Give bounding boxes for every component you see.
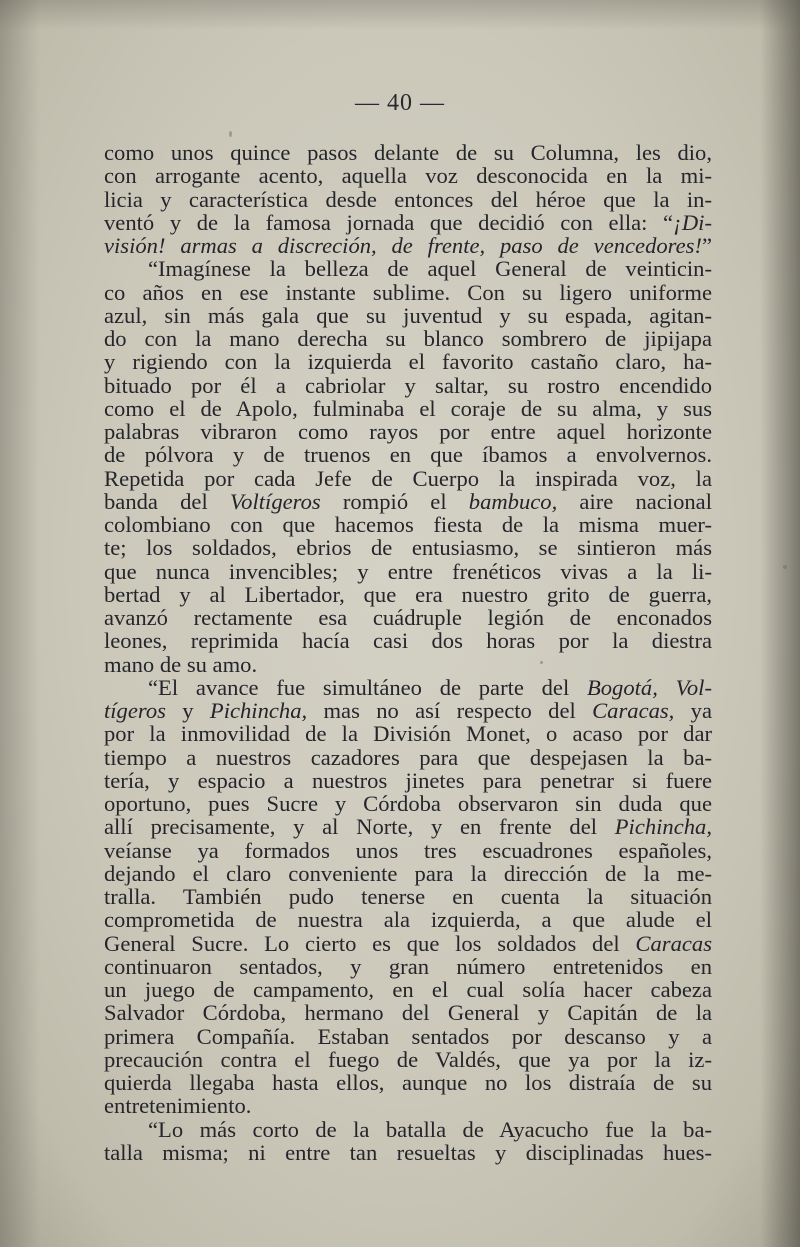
italic-text: bambuco, [468,488,558,514]
text-line [104,536,712,559]
italic-text: Bogotá, Vol- [586,674,712,700]
italic-text: Caracas [635,930,712,956]
text-line [104,1118,712,1141]
text-line [104,862,712,885]
text-segment: primera Compañía. Estaban sentados por descanso y a [104,1023,712,1049]
text-segment: bituado por él a cabriolar y saltar, su rostro encendido [104,372,712,398]
text-segment: licia y característica desde entonces del héroe que la in- [104,186,712,212]
text-segment: precaución contra el fuego de Valdés, que ya por la iz- [104,1046,712,1072]
text-line [104,908,712,931]
text-line [104,1048,712,1071]
text-segment: tralla. También pudo tenerse en cuenta la situación [104,884,712,909]
text-segment: como el de Apolo, fulminaba el coraje de su alma, y sus [104,395,712,421]
italic-text: Caracas, [592,698,675,723]
text-line [104,513,712,536]
text-line [104,955,712,978]
text-segment: oportuno, pues Sucre y Córdoba observaron sin duda que [104,791,712,816]
text-segment: quierda llegaba hasta ellos, aunque no los distraía de su [104,1070,712,1095]
text-segment: “Imagínese la belleza de aquel General de veinticin- [148,256,712,282]
text-line [104,211,712,234]
text-line [104,560,712,583]
text-segment: por la inmovilidad de la División Monet, o acaso por dar [104,721,712,747]
text-segment: y [165,698,210,723]
text-segment: colombiano con que hacemos fiesta de la misma muer- [104,512,712,537]
text-segment: “El avance fue simultáneo de parte del [148,674,587,700]
text-segment: Salvador Córdoba, hermano del General y Capitán de la [104,1000,712,1026]
text-line [104,1094,712,1117]
text-line [104,443,712,466]
text-segment: comprometida de nuestra ala izquierda, a que alude el [104,907,712,933]
text-line [104,722,712,745]
italic-text: Voltígeros [229,488,321,514]
text-line [104,815,712,838]
text-line [104,234,712,257]
text-segment: allí precisamente, y al Norte, y en frente del [104,814,615,840]
text-line [104,769,712,792]
text-segment: de pólvora y de truenos en que íbamos a envolvernos. [104,442,712,468]
text-line [104,839,712,862]
text-segment: mas no así respecto del [307,698,593,723]
text-line [104,281,712,304]
text-segment: aire nacional [557,488,712,514]
text-segment: ventó y de la famosa jornada que decidió con ella: “ [104,209,674,235]
text-line [104,932,712,955]
italic-text: tígeros [104,698,166,723]
text-segment: dejando el claro conveniente para la dirección de la me- [104,860,712,886]
text-segment: como unos quince pasos delante de su Columna, les dio, [104,140,712,165]
text-line [104,188,712,211]
text-line [104,304,712,327]
ink-speck [229,131,232,137]
text-segment: ya [674,698,712,723]
text-line [104,397,712,420]
right-edge-shadow [760,0,800,1247]
italic-text: visión! armas a discreción, de frente, paso de vencedores! [104,233,702,258]
text-segment: un juego de campamento, en el cual solía hacer cabeza [104,977,712,1002]
text-line [104,978,712,1001]
text-segment: “Lo más corto de la batalla de Ayacucho fue la ba- [148,1116,712,1142]
italic-text: Pichincha, [614,814,712,840]
text-line [104,327,712,350]
text-segment: continuaron sentados, y gran número entretenidos en [104,953,712,979]
text-segment: rompió el [320,488,469,514]
text-segment: co años en ese instante sublime. Con su ligero uniforme [104,279,712,305]
text-segment: leones, reprimida hacía casi dos horas por la diestra [104,628,712,654]
text-line [104,164,712,187]
text-line [104,1071,712,1094]
text-segment: ” [701,233,712,258]
page-number: — 40 — [355,90,445,116]
text-segment: tiempo a nuestros cazadores para que despejasen la ba- [104,744,712,770]
text-line [104,653,712,676]
text-line [104,141,712,164]
text-segment: azul, sin más gala que su juventud y su espada, agitan- [104,302,712,328]
text-segment: talla misma; ni entre tan resueltas y disciplinadas hues- [104,1139,712,1165]
text-segment: bertad y al Libertador, que era nuestro grito de guerra, [104,581,712,607]
text-segment: tería, y espacio a nuestros jinetes para penetrar si fuere [104,767,712,793]
top-edge-shadow [0,0,800,30]
text-line [104,583,712,606]
text-line [104,629,712,652]
text-segment: y rigiendo con la izquierda el favorito castaño claro, ha- [104,349,712,375]
text-segment: banda del [104,488,230,514]
text-segment: veíanse ya formados unos tres escuadrones españoles, [104,837,712,863]
italic-text: Pichincha, [209,698,308,723]
text-segment: palabras vibraron como rayos por entre aquel horizonte [104,419,712,444]
text-line [104,490,712,513]
text-line [104,885,712,908]
text-line [104,350,712,373]
italic-text: ¡Di- [673,209,712,235]
text-line [104,676,712,699]
text-line [104,746,712,769]
text-segment: entretenimiento. [104,1093,252,1119]
ink-speck [783,565,787,569]
text-line [104,1025,712,1048]
text-segment: te; los soldados, ebrios de entusiasmo, se sintieron más [104,535,712,561]
text-segment: con arrogante acento, aquella voz desconocida en la mi- [104,163,712,189]
text-segment: Repetida por cada Jefe de Cuerpo la inspirada voz, la [104,465,712,491]
text-segment: avanzó rectamente esa cuádruple legión de enconados [104,605,712,630]
text-line [104,699,712,722]
text-line [104,606,712,629]
text-segment: do con la mano derecha su blanco sombrero de jipijapa [104,326,712,351]
left-edge-shadow [0,0,40,1247]
text-line [104,1141,712,1164]
text-line [104,1001,712,1024]
text-line [104,257,712,280]
text-line [104,420,712,443]
text-line [104,467,712,490]
text-segment: General Sucre. Lo cierto es que los soldados del [104,930,636,956]
text-line [104,792,712,815]
text-segment: que nunca invencibles; y entre frenéticos vivas a la li- [104,558,712,584]
text-line [104,374,712,397]
text-segment: mano de su amo. [104,651,258,677]
body-text [104,141,712,1164]
